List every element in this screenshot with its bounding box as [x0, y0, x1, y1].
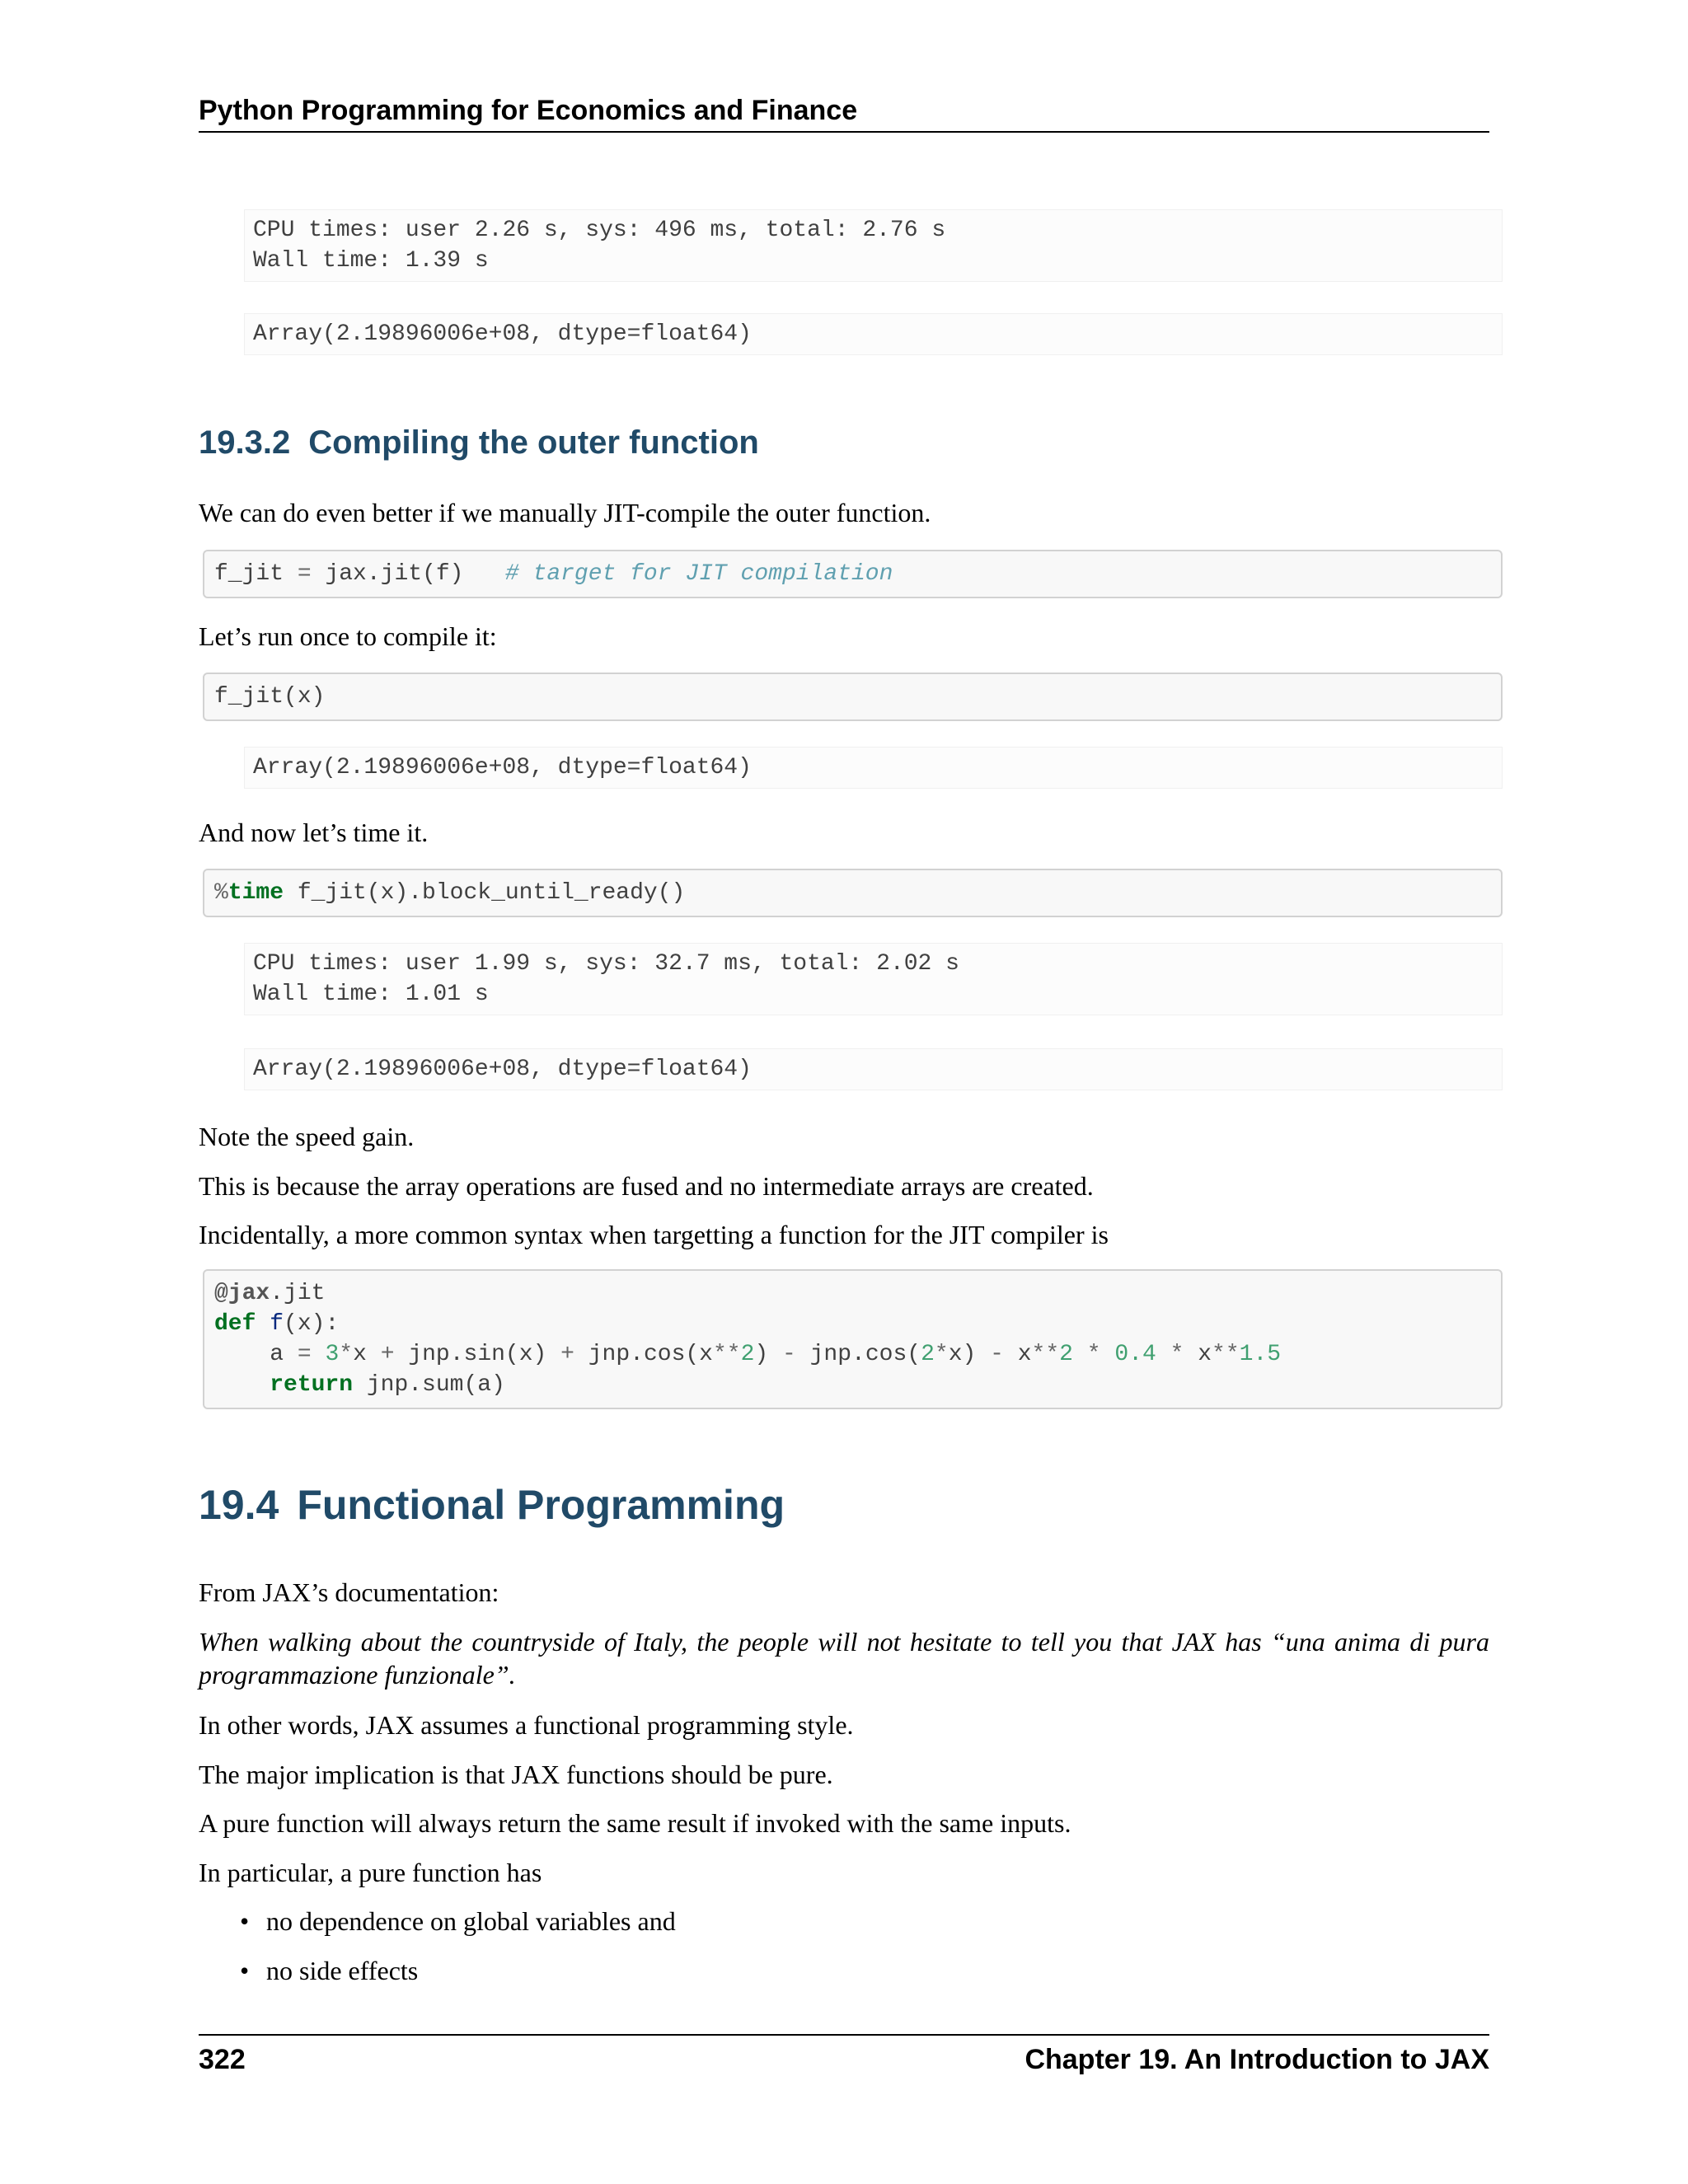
- code-block-time[interactable]: %time f_jit(x).block_until_ready(): [203, 869, 1503, 917]
- paragraph: In other words, JAX assumes a functional programming style.: [199, 1710, 854, 1740]
- list-item: • no dependence on global variables and: [199, 1905, 676, 1938]
- list-item: • no side effects: [199, 1954, 676, 1987]
- code-block-jit-assign[interactable]: f_jit = jax.jit(f) # target for JIT compilation: [203, 550, 1503, 598]
- paragraph: The major implication is that JAX functions should be pure.: [199, 1760, 833, 1789]
- timing-output-1: CPU times: user 2.26 s, sys: 496 ms, total: 2.76 s Wall time: 1.39 s: [244, 209, 1503, 282]
- paragraph: This is because the array operations are fused and no intermediate arrays are created.: [199, 1171, 1094, 1201]
- page: [199, 0, 1489, 2184]
- code-block-decorator[interactable]: @jax.jit def f(x): a = 3*x + jnp.sin(x) + jnp.cos(x**2) - jnp.cos(2*x) - x**2 * 0.4 * x**1.5 return jnp.sum(a): [203, 1269, 1503, 1409]
- paragraph: Note the speed gain.: [199, 1122, 415, 1151]
- paragraph: We can do even better if we manually JIT-compile the outer function.: [199, 498, 931, 527]
- timing-output-2: CPU times: user 1.99 s, sys: 32.7 ms, total: 2.02 s Wall time: 1.01 s: [244, 943, 1503, 1015]
- code-block-jit-call[interactable]: f_jit(x): [203, 673, 1503, 721]
- array-output-1: Array(2.19896006e+08, dtype=float64): [244, 313, 1503, 355]
- quote: When walking about the countryside of Italy, the people will not hesitate to tell you that JAX has “una anima di pura programmazione funzionale”.: [199, 1627, 1489, 1690]
- array-output-3: Array(2.19896006e+08, dtype=float64): [244, 1048, 1503, 1090]
- paragraph: In particular, a pure function has: [199, 1858, 542, 1887]
- paragraph: Incidentally, a more common syntax when targetting a function for the JIT compiler is: [199, 1220, 1109, 1249]
- bullet-list: [199, 1905, 676, 2004]
- paragraph: Let’s run once to compile it:: [199, 621, 497, 651]
- paragraph: And now let’s time it.: [199, 818, 429, 847]
- section-heading-19-3-2: 19.3.2 Compiling the outer function: [199, 424, 759, 461]
- chapter-title: Chapter 19. An Introduction to JAX: [1025, 2044, 1489, 2075]
- page-number: 322: [199, 2044, 246, 2075]
- section-heading-19-4: 19.4 Functional Programming: [199, 1482, 785, 1528]
- running-header: Python Programming for Economics and Finance: [199, 92, 1489, 133]
- paragraph: A pure function will always return the same result if invoked with the same inputs.: [199, 1808, 1071, 1838]
- paragraph: From JAX’s documentation:: [199, 1577, 499, 1607]
- running-footer: [199, 2034, 1489, 2080]
- array-output-2: Array(2.19896006e+08, dtype=float64): [244, 747, 1503, 789]
